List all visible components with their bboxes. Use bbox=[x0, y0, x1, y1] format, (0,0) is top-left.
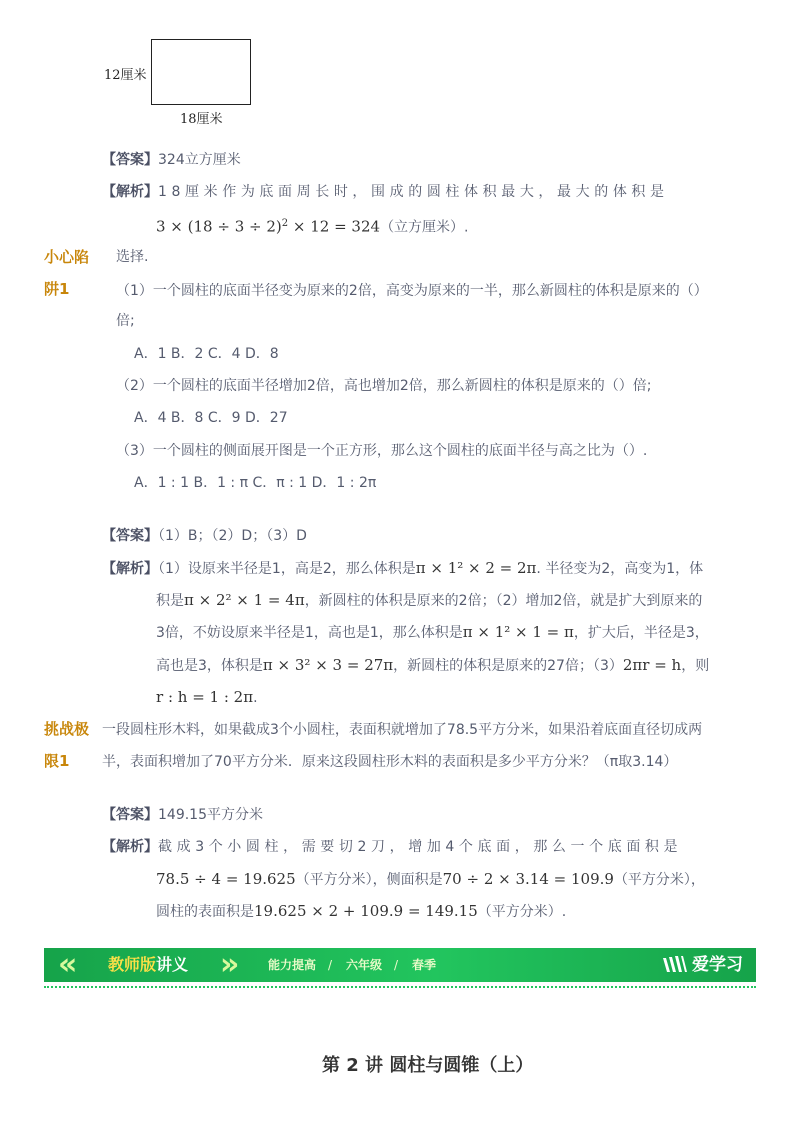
challenge-analysis-row3 bbox=[156, 901, 566, 922]
footer-banner bbox=[44, 948, 756, 982]
trap-a3-math1: π × 1² × 1 = π bbox=[462, 623, 574, 641]
lecture-title: 第 2 讲 圆柱与圆锥（上） bbox=[322, 1055, 534, 1076]
answer-tag: 【答案】 bbox=[102, 152, 158, 168]
trap-label-2: 阱1 bbox=[44, 280, 70, 298]
trap-analysis-row1 bbox=[102, 558, 703, 579]
trap-q2: （2）一个圆柱的底面半径增加2倍，高也增加2倍，那么新圆柱的体积是原来的（）倍; bbox=[116, 378, 652, 394]
trap-analysis-row2 bbox=[156, 590, 702, 611]
figure-width-label: 12厘米 bbox=[104, 68, 147, 83]
q0-analysis-unit: （立方厘米）. bbox=[380, 219, 469, 236]
footer-logo: 爱学习 bbox=[692, 955, 743, 975]
challenge-answer-row bbox=[102, 805, 263, 825]
challenge-q-line1: 一段圆柱形木料，如果截成3个小圆柱，表面积就增加了78.5平方分米，如果沿着底面直径切成两 bbox=[102, 722, 703, 738]
footer-dotted-divider bbox=[44, 986, 756, 988]
trap-a4-text1: 高也是3，体积是 bbox=[156, 658, 263, 674]
footer-sep: / bbox=[328, 958, 333, 972]
trap-q2-options: A．4 B．8 C．9 D．27 bbox=[134, 410, 288, 426]
trap-a5-text1: . bbox=[253, 690, 258, 706]
analysis-tag: 【解析】 bbox=[102, 561, 158, 577]
trap-a1-text1: （1）设原来半径是1，高是2，那么体积是 bbox=[158, 561, 416, 577]
trap-answer-row bbox=[102, 526, 307, 546]
answer-tag: 【答案】 bbox=[102, 807, 158, 823]
trap-a1-math1: π × 1² × 2 = 2π bbox=[415, 559, 537, 577]
footer-title-part1: 教师版 bbox=[108, 955, 157, 974]
q0-analysis-row2 bbox=[156, 214, 469, 238]
trap-a4-text2: ，新圆柱的体积是原来的27倍；（3） bbox=[393, 658, 623, 674]
trap-q3-options: A．1 : 1 B．1 : π C．π : 1 D．1 : 2π bbox=[134, 475, 377, 491]
q0-analysis-row1 bbox=[102, 182, 669, 202]
trap-q1-cont: 倍; bbox=[116, 313, 135, 329]
trap-a3-text2: ，扩大后，半径是3， bbox=[573, 625, 709, 641]
q0-analysis-text: 18厘米作为底面周长时，围成的圆柱体积最大，最大的体积是 bbox=[158, 184, 669, 200]
challenge-a2-math1: 78.5 ÷ 4 = 19.625 bbox=[156, 870, 296, 888]
trap-label-1: 小心陷 bbox=[44, 248, 90, 266]
answer-tag: 【答案】 bbox=[102, 528, 158, 544]
trap-a2-text2: ，新圆柱的体积是原来的2倍；（2）增加2倍，就是扩大到原来的 bbox=[304, 593, 703, 609]
analysis-tag: 【解析】 bbox=[102, 184, 158, 200]
challenge-analysis-row2 bbox=[156, 869, 705, 890]
trap-q1: （1）一个圆柱的底面半径变为原来的2倍，高变为原来的一半，那么新圆柱的体积是原来的（） bbox=[116, 283, 708, 299]
trap-q1-options: A．1 B．2 C．4 D．8 bbox=[134, 346, 279, 362]
logo-icon bbox=[662, 955, 688, 975]
q0-analysis-exp: 2 bbox=[281, 218, 289, 229]
trap-analysis-row5 bbox=[156, 687, 258, 708]
trap-analysis-row4 bbox=[156, 655, 709, 676]
trap-a4-text3: ，则 bbox=[681, 658, 710, 674]
chevron-left-icon: « bbox=[58, 947, 78, 982]
footer-item-season: 春季 bbox=[412, 958, 437, 972]
challenge-q-line2: 半，表面积增加了70平方分米．原来这段圆柱形木料的表面积是多少平方分米？（π取3.14） bbox=[102, 754, 678, 770]
analysis-tag: 【解析】 bbox=[102, 839, 158, 855]
trap-a4-math2: 2πr = h bbox=[622, 656, 682, 674]
q0-answer-row bbox=[102, 150, 241, 170]
trap-a3-text1: 3倍，不妨设原来半径是1，高也是1，那么体积是 bbox=[156, 625, 463, 641]
footer-title bbox=[108, 948, 188, 982]
challenge-a2-text1: （平方分米），侧面积是 bbox=[295, 872, 443, 888]
figure-length-label: 18厘米 bbox=[180, 112, 223, 127]
footer-sep: / bbox=[394, 958, 399, 972]
q0-answer: 324立方厘米 bbox=[158, 152, 241, 168]
q0-analysis-math: 3 × (18 ÷ 3 ÷ 2) bbox=[156, 217, 282, 236]
trap-a4-math1: π × 3² × 3 = 27π bbox=[262, 656, 394, 674]
challenge-label-2: 限1 bbox=[44, 752, 70, 770]
q0-analysis-math2: × 12 = 324 bbox=[288, 217, 381, 236]
chevron-right-icon: » bbox=[220, 947, 240, 982]
trap-a1-text2: . 半径变为2，高变为1，体 bbox=[536, 561, 704, 577]
challenge-a3-math1: 19.625 × 2 + 109.9 = 149.15 bbox=[254, 902, 478, 920]
trap-a2-math1: π × 2² × 1 = 4π bbox=[184, 591, 305, 609]
trap-a5-math1: r : h = 1 : 2π bbox=[156, 688, 254, 706]
trap-analysis-row3 bbox=[156, 622, 709, 643]
footer-item-grade: 六年级 bbox=[346, 958, 383, 972]
trap-answer: （1）B；（2）D；（3）D bbox=[158, 528, 307, 544]
trap-q3: （3）一个圆柱的侧面展开图是一个正方形，那么这个圆柱的底面半径与高之比为（）. bbox=[116, 443, 648, 459]
challenge-a2-text2: （平方分米）， bbox=[613, 872, 705, 888]
trap-intro: 选择. bbox=[116, 249, 149, 265]
footer-item-ability: 能力提高 bbox=[268, 958, 317, 972]
challenge-a2-math2: 70 ÷ 2 × 3.14 = 109.9 bbox=[442, 870, 614, 888]
challenge-a3-text2: （平方分米）. bbox=[477, 904, 567, 920]
challenge-answer: 149.15平方分米 bbox=[158, 807, 263, 823]
figure-rectangle bbox=[151, 39, 251, 105]
trap-a2-text1: 积是 bbox=[156, 593, 184, 609]
challenge-a3-text1: 圆柱的表面积是 bbox=[156, 904, 254, 920]
challenge-analysis-row1 bbox=[102, 837, 682, 857]
challenge-label-1: 挑战极 bbox=[44, 720, 90, 738]
challenge-a1: 截成3个小圆柱，需要切2刀，增加4个底面，那么一个底面积是 bbox=[158, 839, 683, 855]
footer-title-part2: 讲义 bbox=[156, 955, 189, 974]
